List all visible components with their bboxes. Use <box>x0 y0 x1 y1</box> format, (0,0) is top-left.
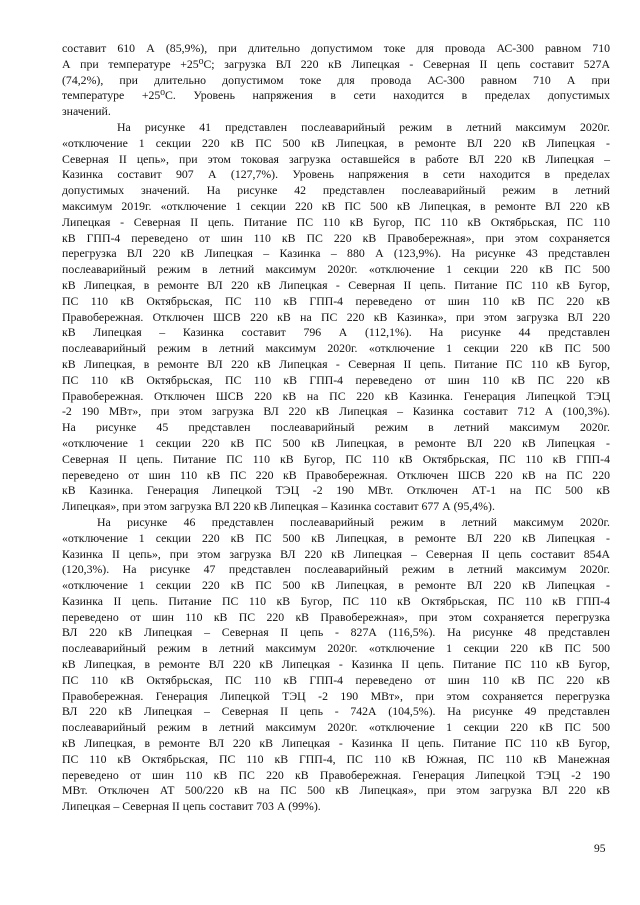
text-line: Казинка II цепь. Питание ПС 110 кВ Бугор, ПС 110 кВ Октябрьская, ПС 110 кВ ГПП-4 <box>62 593 610 608</box>
paragraph-1 <box>62 41 610 120</box>
text-line: Липецкая – Северная II цепь составит 703 А (99%). <box>62 799 321 814</box>
paragraph-2 <box>62 120 610 515</box>
text-line: -2 190 МВт», при этом загрузка ВЛ 220 кВ Липецкая – Казинка составит 712 А (100,3%). <box>62 404 610 419</box>
text-line: Правобережная. Отключен ШСВ 220 кВ на ПС 220 кВ Казинка», при этом загрузка ВЛ 220 <box>62 309 610 324</box>
text-line: кВ Липецкая, в ремонте ВЛ 220 кВ Липецкая - Казинка II цепь. Питание ПС 110 кВ Бугор, <box>62 736 610 751</box>
text-line: кВ Липецкая, в ремонте ВЛ 220 кВ Липецкая - Казинка II цепь. Питание ПС 110 кВ Бугор, <box>62 657 610 672</box>
text-line: (74,2%), при длительно допустимом токе для провода АС-300 равном 710 А при <box>62 72 610 87</box>
text-line: Правобережная. Отключен ШСВ 220 кВ на ПС 220 кВ Казинка. Генерация Липецкой ТЭЦ <box>62 388 610 403</box>
text-line: «отключение 1 секции 220 кВ ПС 500 кВ Липецкая, в ремонте ВЛ 220 кВ Липецкая - <box>62 435 610 450</box>
text-line: Казинка II цепь», при этом загрузка ВЛ 220 кВ Липецкая – Северная II цепь составит 854А <box>62 546 610 561</box>
body-text <box>62 41 610 815</box>
text-line: (120,3%). На рисунке 47 представлен послеаварийный режим в летний максимум 2020г. <box>62 562 610 577</box>
text-line: составит 610 А (85,9%), при длительно допустимом токе для провода АС-300 равном 710 <box>62 41 610 55</box>
text-line: кВ Липецкая – Казинка составит 796 А (112,1%). На рисунке 44 представлен <box>62 325 610 340</box>
text-line: значений. <box>62 104 111 119</box>
text-line: «отключение 1 секции 220 кВ ПС 500 кВ Липецкая, в ремонте ВЛ 220 кВ Липецкая - <box>62 578 610 593</box>
text-line: переведено от шин 110 кВ ПС 220 кВ Правобережная. Генерация Липецкой ТЭЦ -2 190 <box>62 767 610 782</box>
text-line: температуре +25⁰С. Уровень напряжения в сети находится в пределах допустимых <box>62 88 610 103</box>
text-line: Правобережная. Генерация Липецкой ТЭЦ -2 190 МВт», при этом сохраняется перегрузка <box>62 688 610 703</box>
text-line: послеаварийный режим в летний максимум 2020г. «отключение 1 секции 220 кВ ПС 500 <box>62 341 610 356</box>
text-line: «отключение 1 секции 220 кВ ПС 500 кВ Липецкая, в ремонте ВЛ 220 кВ Липецкая - <box>62 135 610 150</box>
text-line: допустимых значений. На рисунке 42 представлен послеаварийный режим в летний <box>62 183 610 198</box>
text-line: На рисунке 45 представлен послеаварийный режим в летний максимум 2020г. <box>62 420 610 435</box>
text-line: Липецкая», при этом загрузка ВЛ 220 кВ Липецкая – Казинка составит 677 А (95,4%). <box>62 499 495 514</box>
text-line: «отключение 1 секции 220 кВ ПС 500 кВ Липецкая, в ремонте ВЛ 220 кВ Липецкая - <box>62 530 610 545</box>
text-line: кВ Казинка. Генерация Липецкой ТЭЦ -2 190 МВт. Отключен АТ-1 на ПС 500 кВ <box>62 483 610 498</box>
text-line: А при температуре +25⁰С; загрузка ВЛ 220 кВ Липецкая - Северная II цепь составит 527А <box>62 56 610 71</box>
text-line: кВ Липецкая, в ремонте ВЛ 220 кВ Липецкая - Северная II цепь. Питание ПС 110 кВ Бугор, <box>62 356 610 371</box>
text-line: Казинка составит 907 А (127,7%). Уровень напряжения в сети находится в пределах <box>62 167 610 182</box>
text-line: переведено от шин 110 кВ ПС 220 кВ Правобережная», при этом сохраняется перегрузка <box>62 609 610 624</box>
text-line: послеаварийный режим в летний максимум 2020г. «отключение 1 секции 220 кВ ПС 500 <box>62 641 610 656</box>
text-line: максимум 2019г. «отключение 1 секции 220 кВ ПС 500 кВ Липецкая, в ремонте ВЛ 220 кВ <box>62 198 610 213</box>
text-line: ПС 110 кВ Октябрьская, ПС 110 кВ ГПП-4 переведено от шин 110 кВ ПС 220 кВ <box>62 372 610 387</box>
text-line: кВ ГПП-4 переведено от шин 110 кВ ПС 220 кВ Правобережная», при этом сохраняется <box>62 230 610 245</box>
text-line: Нa рисунке 41 представлен послеаварийный режим в летний максимум 2020г. <box>117 119 610 134</box>
text-line: кВ Липецкая, в ремонте ВЛ 220 кВ Липецкая - Северная II цепь. Питание ПС 110 кВ Бугор, <box>62 277 610 292</box>
text-line: ПС 110 кВ Октябрьская, ПС 110 кВ ГПП-4 переведено от шин 110 кВ ПС 220 кВ <box>62 672 610 687</box>
text-line: переведено от шин 110 кВ ПС 220 кВ Правобережная. Отключен ШСВ 220 кВ на ПС 220 <box>62 467 610 482</box>
text-line: Северная II цепь», при этом токовая загрузка оставшейся в работе ВЛ 220 кВ Липецкая – <box>62 151 610 166</box>
text-line: Северная II цепь. Питание ПС 110 кВ Бугор, ПС 110 кВ Октябрьская, ПС 110 кВ ГПП-4 <box>62 451 610 466</box>
text-line: послеаварийный режим в летний максимум 2020г. «отключение 1 секции 220 кВ ПС 500 <box>62 720 610 735</box>
text-line: ПС 110 кВ Октябрьская, ПС 110 кВ ГПП-4 переведено от шин 110 кВ ПС 220 кВ <box>62 293 610 308</box>
text-line: Липецкая - Северная II цепь. Питание ПС 110 кВ Бугор, ПС 110 кВ Октябрьская, ПС 110 <box>62 214 610 229</box>
text-line: МВт. Отключен АТ 500/220 кВ на ПС 500 кВ Липецкая», при этом загрузка ВЛ 220 кВ <box>62 783 610 798</box>
page-number: 95 <box>594 843 606 855</box>
text-line: ПС 110 кВ Октябрьская, ПС 110 кВ ГПП-4, ПС 110 кВ Южная, ПС 110 кВ Манежная <box>62 751 610 766</box>
text-line: ВЛ 220 кВ Липецкая – Северная II цепь - 827А (116,5%). На рисунке 48 представлен <box>62 625 610 640</box>
text-line: ВЛ 220 кВ Липецкая – Северная II цепь - 742А (104,5%). На рисунке 49 представлен <box>62 704 610 719</box>
text-line: На рисунке 46 представлен послеаварийный режим в летний максимум 2020г. <box>97 514 610 529</box>
text-line: перегрузка ВЛ 220 кВ Липецкая – Казинка – 880 А (123,9%). На рисунке 43 представлен <box>62 246 610 261</box>
text-line: послеаварийный режим в летний максимум 2020г. «отключение 1 секции 220 кВ ПС 500 <box>62 262 610 277</box>
paragraph-3 <box>62 515 610 815</box>
